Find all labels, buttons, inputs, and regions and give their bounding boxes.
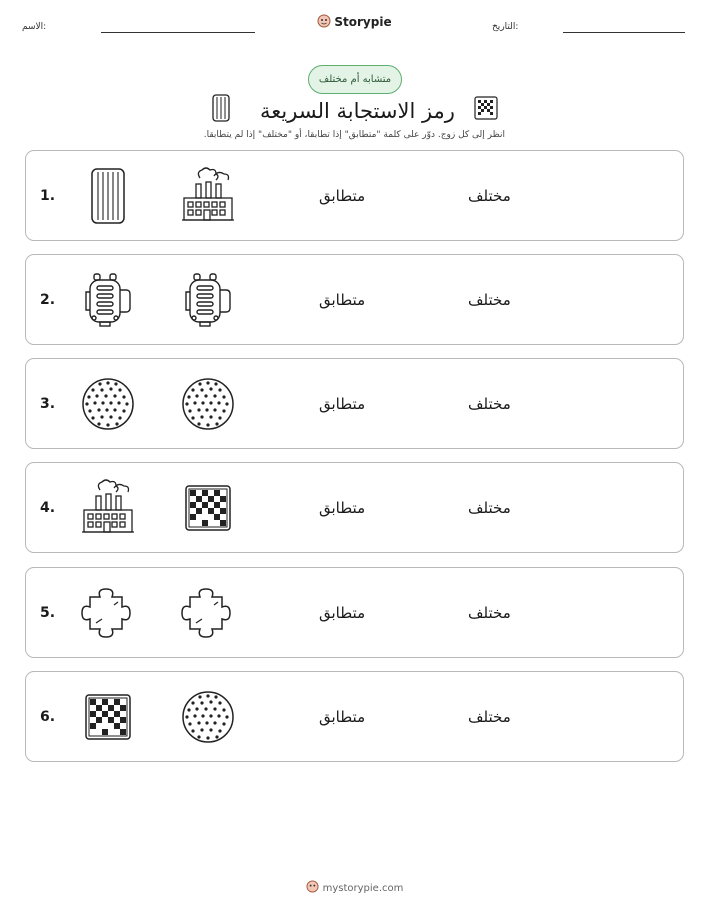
page-title-row — [0, 94, 709, 127]
different-choice[interactable]: مختلف — [468, 395, 511, 413]
door-icon — [211, 94, 231, 127]
same-choice[interactable]: متطابق — [319, 708, 366, 726]
different-choice[interactable]: مختلف — [468, 604, 511, 622]
question-row — [25, 462, 684, 553]
dotted-circle-icon — [78, 374, 138, 434]
question-row — [25, 567, 684, 658]
question-row — [25, 254, 684, 345]
question-number: 6. — [40, 709, 56, 725]
page-title: رمز الاستجابة السريعة — [260, 98, 455, 123]
dotted-circle-icon — [178, 687, 238, 747]
engine-icon — [178, 270, 238, 330]
brand-header — [0, 14, 709, 31]
qr-grid-icon — [178, 478, 238, 538]
storypie-logo-icon — [317, 14, 331, 31]
same-choice[interactable]: متطابق — [319, 187, 366, 205]
question-number: 5. — [40, 605, 56, 621]
factory-icon — [178, 166, 238, 226]
puzzle-piece-icon — [178, 583, 238, 643]
footer-site[interactable]: mystorypie.com — [322, 883, 404, 894]
qr-grid-icon — [474, 96, 498, 125]
name-line[interactable] — [101, 32, 255, 33]
puzzle-piece-icon — [78, 583, 138, 643]
different-choice[interactable]: مختلف — [468, 187, 511, 205]
different-choice[interactable]: مختلف — [468, 499, 511, 517]
different-choice[interactable]: مختلف — [468, 291, 511, 309]
question-number: 3. — [40, 396, 56, 412]
question-number: 1. — [40, 188, 56, 204]
question-row — [25, 671, 684, 762]
same-choice[interactable]: متطابق — [319, 291, 366, 309]
question-number: 2. — [40, 292, 56, 308]
question-number: 4. — [40, 500, 56, 516]
door-icon — [78, 166, 138, 226]
date-line[interactable] — [563, 32, 685, 33]
qr-grid-icon — [78, 687, 138, 747]
same-choice[interactable]: متطابق — [319, 604, 366, 622]
different-choice[interactable]: مختلف — [468, 708, 511, 726]
footer — [0, 880, 709, 896]
date-label: التاريخ: — [492, 22, 519, 32]
dotted-circle-icon — [178, 374, 238, 434]
same-choice[interactable]: متطابق — [319, 499, 366, 517]
storypie-logo-icon — [306, 880, 319, 896]
engine-icon — [78, 270, 138, 330]
same-choice[interactable]: متطابق — [319, 395, 366, 413]
question-row — [25, 150, 684, 241]
topic-pill: متشابه أم مختلف — [308, 65, 402, 94]
name-label: الاسم: — [22, 22, 47, 32]
question-row — [25, 358, 684, 449]
instructions: انظر إلى كل زوج. دوّر على كلمة "متطابق" إذا تطابقا، أو "مختلف" إذا لم يتطابقا. — [203, 130, 505, 140]
factory-icon — [78, 478, 138, 538]
brand-name: Storypie — [334, 15, 392, 29]
